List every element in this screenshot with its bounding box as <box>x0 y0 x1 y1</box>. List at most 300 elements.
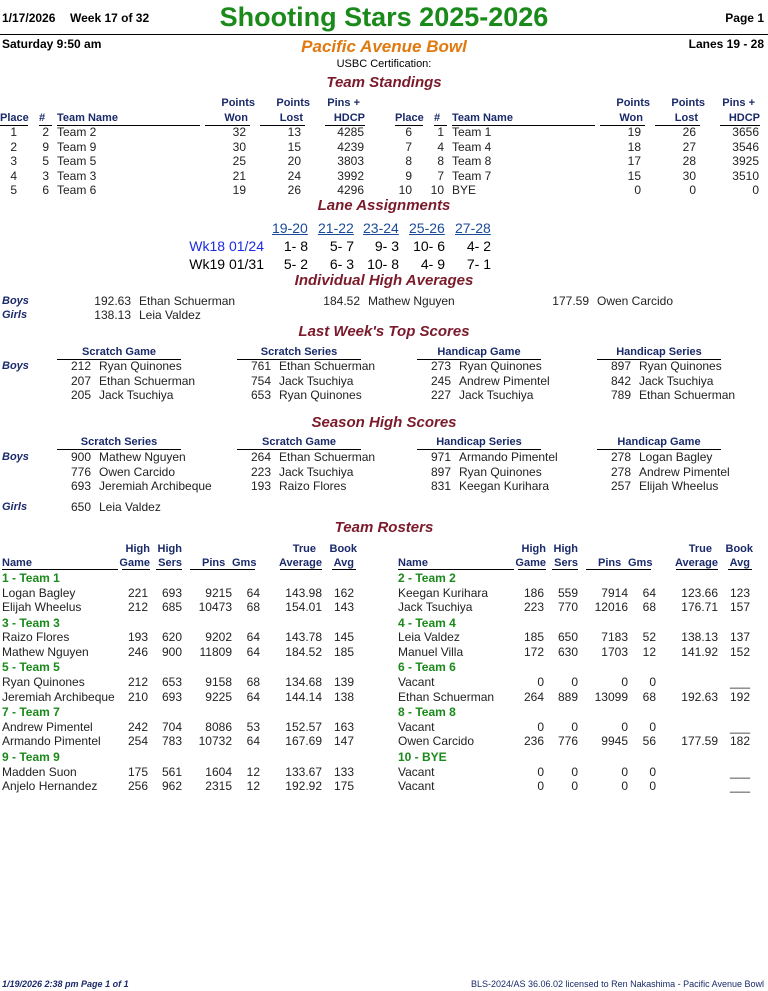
standings-team-name: Team 2 <box>57 125 97 139</box>
roster-header-true-avg: Average <box>278 557 322 569</box>
roster-header-gms: Gms <box>232 557 257 569</box>
roster-games: 12 <box>642 644 656 659</box>
roster-high-series: 0 <box>571 764 578 779</box>
standings-header-lost: Points <box>671 97 705 109</box>
roster-pins: 2315 <box>205 779 232 793</box>
roster-true-average: 143.98 <box>285 585 322 600</box>
roster-high-game: 223 <box>523 600 544 615</box>
page-label: Page 1 <box>725 11 764 25</box>
standings-header-lost: Lost <box>674 112 698 124</box>
roster-games: 12 <box>246 779 260 793</box>
roster-book-average: 152 <box>729 644 750 659</box>
roster-high-game: 210 <box>127 689 148 704</box>
standings-place: 1 <box>10 125 17 139</box>
average-bowler-name: Owen Carcido <box>597 294 674 308</box>
roster-high-game: 0 <box>537 764 544 779</box>
footer-license: BLS-2024/AS 36.06.02 licensed to Ren Nakashima - Pacific Avenue Bowl <box>470 979 764 989</box>
score-value: 257 <box>610 479 631 493</box>
score-bowler-name: Ethan Schuerman <box>639 388 736 402</box>
score-bowler-name: Ethan Schuerman <box>99 373 196 388</box>
roster-bowler-name: Anjelo Hernandez <box>2 779 98 793</box>
standings-points-won: 21 <box>232 168 246 183</box>
standings-team-name: Team 3 <box>57 168 97 183</box>
roster-bowler-name: Madden Suon <box>2 764 77 779</box>
roster-book-average: 192 <box>729 689 750 704</box>
rosters-heading: Team Rosters <box>334 519 434 536</box>
roster-bowler-name: Vacant <box>398 779 435 793</box>
score-value: 227 <box>430 388 451 402</box>
standings-header-lost: Points <box>276 97 310 109</box>
roster-header-high-game: Game <box>119 557 150 569</box>
underline <box>552 569 578 570</box>
roster-true-average: 133.67 <box>285 764 322 779</box>
roster-high-series: 0 <box>571 779 578 793</box>
usbc-certification: USBC Certification: <box>336 58 432 70</box>
standings-points-won: 0 <box>634 183 641 197</box>
lane-assignments-heading: Lane Assignments <box>317 197 451 214</box>
score-bowler-name: Owen Carcido <box>99 464 176 479</box>
roster-high-game: 0 <box>537 675 544 690</box>
roster-high-game: 246 <box>127 644 148 659</box>
lane-pair-header: 27-28 <box>455 220 491 236</box>
roster-bowler-name: Vacant <box>398 719 435 734</box>
roster-team-name: 4 - Team 4 <box>398 615 456 630</box>
underline <box>728 569 752 570</box>
roster-team-name: 9 - Team 9 <box>2 749 60 764</box>
score-bowler-name: Ryan Quinones <box>99 359 182 373</box>
roster-bowler-name: Ethan Schuerman <box>398 689 495 704</box>
score-bowler-name: Ryan Quinones <box>639 359 722 373</box>
roster-games: 64 <box>642 585 656 600</box>
score-bowler-name: Armando Pimentel <box>459 450 558 464</box>
roster-header-book-avg: Book <box>329 543 357 555</box>
roster-book-average: 163 <box>333 719 354 734</box>
roster-high-series: 685 <box>161 600 182 615</box>
standings-points-lost: 0 <box>689 183 696 197</box>
roster-team-name: 2 - Team 2 <box>398 571 456 585</box>
roster-book-average: 138 <box>333 689 354 704</box>
score-value: 761 <box>250 359 271 373</box>
roster-high-series: 776 <box>557 734 578 749</box>
roster-header-high-game: High <box>125 543 150 555</box>
lane-pair-header: 25-26 <box>409 220 445 236</box>
standings-pins-hdcp: 3925 <box>732 154 759 168</box>
roster-bowler-name: Mathew Nguyen <box>2 644 89 659</box>
roster-pins: 7914 <box>601 585 628 600</box>
roster-true-average: 176.71 <box>681 600 718 615</box>
league-title: Shooting Stars 2025-2026 <box>219 2 549 32</box>
roster-book-average: 182 <box>729 734 750 749</box>
standings-place: 10 <box>398 183 412 197</box>
roster-high-series: 889 <box>557 689 578 704</box>
standings-points-lost: 26 <box>287 183 301 197</box>
standings-pins-hdcp: 0 <box>752 183 759 197</box>
standings-header-pins: Pins + <box>722 97 755 109</box>
score-category-title: Scratch Series <box>80 436 158 448</box>
lane-matchup: 1- 8 <box>283 238 308 254</box>
roster-pins: 0 <box>621 779 628 793</box>
roster-true-average: 134.68 <box>285 675 322 690</box>
standings-pins-hdcp: 3656 <box>732 125 759 139</box>
roster-high-game: 256 <box>127 779 148 793</box>
score-value: 693 <box>70 479 91 493</box>
standings-team-name: Team 8 <box>452 154 492 168</box>
average-bowler-name: Leia Valdez <box>139 308 201 322</box>
report-date: 1/17/2026 <box>2 11 56 25</box>
roster-header-true-avg: True <box>292 543 316 555</box>
roster-games: 64 <box>246 734 260 749</box>
lane-matchup: 5- 7 <box>329 238 354 254</box>
last-week-heading: Last Week's Top Scores <box>298 323 470 340</box>
score-category-title: Handicap Game <box>437 346 521 358</box>
roster-games: 53 <box>246 719 260 734</box>
underline <box>190 569 255 570</box>
standings-team-num: 8 <box>437 154 444 168</box>
standings-team-num: 1 <box>437 125 444 139</box>
roster-true-average: 141.92 <box>681 644 718 659</box>
standings-points-lost: 24 <box>287 168 301 183</box>
roster-book-average: 139 <box>333 675 354 690</box>
average-value: 192.63 <box>94 294 131 308</box>
score-bowler-name: Jack Tsuchiya <box>279 464 354 479</box>
roster-bowler-name: Vacant <box>398 764 435 779</box>
underline <box>586 569 651 570</box>
venue-name: Pacific Avenue Bowl <box>301 37 467 56</box>
standings-points-lost: 15 <box>287 139 301 154</box>
score-bowler-name: Elijah Wheelus <box>639 479 719 493</box>
roster-high-series: 693 <box>161 689 182 704</box>
roster-pins: 9158 <box>205 675 232 690</box>
score-value: 754 <box>250 373 271 388</box>
roster-book-average: 123 <box>729 585 750 600</box>
lane-pair-header: 19-20 <box>272 220 308 236</box>
lane-matchup: 10- 8 <box>367 256 399 272</box>
standings-header-num: # <box>434 112 441 124</box>
roster-high-series: 0 <box>571 719 578 734</box>
standings-team-num: 4 <box>437 139 444 154</box>
underline <box>518 569 546 570</box>
roster-high-game: 212 <box>127 675 148 690</box>
roster-high-series: 704 <box>161 719 182 734</box>
roster-true-average: 177.59 <box>681 734 718 749</box>
roster-team-name: 1 - Team 1 <box>2 571 60 585</box>
standings-header-lost: Lost <box>279 112 303 124</box>
standings-place: 7 <box>405 139 412 154</box>
standings-team-name: Team 5 <box>57 154 97 168</box>
roster-bowler-name: Jack Tsuchiya <box>398 600 473 615</box>
score-value: 205 <box>70 388 91 402</box>
score-value: 223 <box>250 464 271 479</box>
footer-printed: 1/19/2026 2:38 pm Page 1 of 1 <box>2 979 129 989</box>
roster-book-average: 147 <box>333 734 354 749</box>
day-time: Saturday 9:50 am <box>2 37 102 51</box>
lane-matchup: 7- 1 <box>466 256 491 272</box>
roster-pins: 0 <box>621 675 628 690</box>
lanes-label: Lanes 19 - 28 <box>688 37 764 51</box>
season-girls-label: Girls <box>2 501 28 513</box>
roster-book-average: 143 <box>333 600 354 615</box>
standings-place: 9 <box>405 168 412 183</box>
standings-points-lost: 26 <box>682 125 696 139</box>
score-value: 207 <box>70 373 91 388</box>
high-averages-heading: Individual High Averages <box>294 272 474 289</box>
underline <box>332 569 356 570</box>
roster-pins: 9225 <box>205 689 232 704</box>
roster-header-high-sers: Sers <box>554 557 578 569</box>
roster-team-name: 6 - Team 6 <box>398 660 456 675</box>
averages-boys-label: Boys <box>2 295 29 307</box>
roster-header-pins: Pins <box>202 557 226 569</box>
roster-team-name: 3 - Team 3 <box>2 615 60 630</box>
score-bowler-name: Ryan Quinones <box>279 388 362 402</box>
score-value: 897 <box>430 464 451 479</box>
roster-book-average: 137 <box>729 630 750 645</box>
roster-high-series: 962 <box>161 779 182 793</box>
score-value: 831 <box>430 479 451 493</box>
standings-pins-hdcp: 4285 <box>337 125 364 139</box>
roster-high-game: 185 <box>523 630 544 645</box>
score-bowler-name: Jack Tsuchiya <box>639 373 714 388</box>
underline <box>676 569 718 570</box>
score-bowler-name: Andrew Pimentel <box>639 464 730 479</box>
roster-high-series: 650 <box>557 630 578 645</box>
roster-header-book-avg: Avg <box>729 557 750 569</box>
roster-book-average: ___ <box>729 675 750 690</box>
roster-true-average: 192.92 <box>285 779 322 793</box>
standings-header-won: Won <box>224 112 248 124</box>
score-bowler-name: Ryan Quinones <box>459 464 542 479</box>
roster-games: 64 <box>246 644 260 659</box>
standings-header-place: Place <box>0 112 29 124</box>
standings-points-lost: 13 <box>287 125 301 139</box>
roster-bowler-name: Armando Pimentel <box>2 734 101 749</box>
standings-team-num: 7 <box>437 168 444 183</box>
roster-true-average: 144.14 <box>285 689 322 704</box>
standings-team-num: 2 <box>42 125 49 139</box>
roster-high-game: 193 <box>127 630 148 645</box>
score-bowler-name: Mathew Nguyen <box>99 450 186 464</box>
standings-points-won: 32 <box>232 125 246 139</box>
standings-header-num: # <box>39 112 46 124</box>
score-category-title: Handicap Game <box>617 436 701 448</box>
roster-team-name: 5 - Team 5 <box>2 660 60 675</box>
roster-header-high-game: Game <box>515 557 546 569</box>
score-category-title: Scratch Series <box>260 346 338 358</box>
standings-pins-hdcp: 4239 <box>337 139 364 154</box>
standings-place: 5 <box>10 183 17 197</box>
roster-games: 68 <box>246 675 260 690</box>
roster-book-average: ___ <box>729 779 750 793</box>
roster-pins: 0 <box>621 764 628 779</box>
lane-matchup: 6- 3 <box>329 256 354 272</box>
standings-place: 2 <box>10 139 17 154</box>
roster-header-high-sers: High <box>553 543 578 555</box>
score-bowler-name: Logan Bagley <box>639 450 713 464</box>
roster-pins: 0 <box>621 719 628 734</box>
roster-book-average: 133 <box>333 764 354 779</box>
standings-place: 6 <box>405 125 412 139</box>
roster-true-average: 167.69 <box>285 734 322 749</box>
standings-header-place: Place <box>395 112 424 124</box>
score-value: 273 <box>430 359 451 373</box>
underline <box>398 569 514 570</box>
roster-high-series: 900 <box>161 644 182 659</box>
standings-header-won: Points <box>221 97 255 109</box>
standings-header-pins: HDCP <box>333 112 365 124</box>
score-value: 971 <box>430 450 451 464</box>
roster-header-high-game: High <box>521 543 546 555</box>
roster-pins: 11809 <box>199 644 232 659</box>
roster-games: 68 <box>642 689 656 704</box>
standings-header-won: Won <box>619 112 643 124</box>
score-value: 212 <box>70 359 91 373</box>
roster-bowler-name: Keegan Kurihara <box>398 585 489 600</box>
underline <box>2 569 118 570</box>
score-value: 650 <box>70 500 91 514</box>
standings-team-name: Team 6 <box>57 183 97 197</box>
roster-bowler-name: Logan Bagley <box>2 585 76 600</box>
roster-header-true-avg: True <box>688 543 712 555</box>
roster-games: 68 <box>246 600 260 615</box>
score-value: 278 <box>610 450 631 464</box>
score-value: 245 <box>430 373 451 388</box>
score-category-title: Handicap Series <box>436 436 522 448</box>
roster-book-average: 157 <box>729 600 750 615</box>
roster-team-name: 8 - Team 8 <box>398 705 456 720</box>
lane-matchup: 5- 2 <box>283 256 308 272</box>
standings-header-won: Points <box>616 97 650 109</box>
roster-high-series: 0 <box>571 675 578 690</box>
roster-pins: 9202 <box>205 630 232 645</box>
lane-matchup: 4- 2 <box>466 238 491 254</box>
roster-high-series: 653 <box>161 675 182 690</box>
roster-high-game: 186 <box>523 585 544 600</box>
roster-games: 0 <box>649 675 656 690</box>
lane-matchup: 10- 6 <box>413 238 445 254</box>
standings-points-won: 25 <box>232 154 246 168</box>
roster-header-book-avg: Avg <box>333 557 354 569</box>
season-boys-label: Boys <box>2 451 29 463</box>
roster-games: 0 <box>649 719 656 734</box>
standings-points-lost: 30 <box>682 168 696 183</box>
roster-high-game: 254 <box>127 734 148 749</box>
roster-games: 0 <box>649 779 656 793</box>
roster-bowler-name: Ryan Quinones <box>2 675 85 690</box>
score-value: 193 <box>250 479 271 493</box>
roster-bowler-name: Elijah Wheelus <box>2 600 82 615</box>
roster-games: 64 <box>246 630 260 645</box>
lane-pair-header: 23-24 <box>363 220 399 236</box>
roster-high-game: 172 <box>523 644 544 659</box>
roster-high-series: 770 <box>557 600 578 615</box>
roster-team-name: 7 - Team 7 <box>2 705 60 720</box>
score-value: 278 <box>610 464 631 479</box>
roster-bowler-name: Vacant <box>398 675 435 690</box>
roster-book-average: 185 <box>333 644 354 659</box>
standings-team-name: BYE <box>452 183 477 197</box>
standings-team-num: 10 <box>430 183 444 197</box>
score-bowler-name: Jeremiah Archibeque <box>99 479 212 493</box>
score-bowler-name: Jack Tsuchiya <box>99 388 174 402</box>
roster-bowler-name: Raizo Flores <box>2 630 70 645</box>
standings-points-won: 30 <box>232 139 246 154</box>
roster-pins: 12016 <box>594 600 628 615</box>
standings-points-lost: 27 <box>682 139 696 154</box>
standings-pins-hdcp: 3992 <box>337 168 364 183</box>
roster-games: 56 <box>642 734 656 749</box>
standings-points-won: 17 <box>627 154 641 168</box>
standings-points-lost: 20 <box>287 154 301 168</box>
score-bowler-name: Leia Valdez <box>99 500 161 514</box>
roster-games: 52 <box>642 630 656 645</box>
last-week-boys-label: Boys <box>2 360 29 372</box>
score-value: 776 <box>70 464 91 479</box>
roster-pins: 8086 <box>205 719 232 734</box>
roster-header-gms: Gms <box>628 557 653 569</box>
score-value: 653 <box>250 388 271 402</box>
average-bowler-name: Ethan Schuerman <box>139 294 236 308</box>
standings-team-name: Team 4 <box>452 139 492 154</box>
roster-high-game: 236 <box>523 734 544 749</box>
roster-true-average: 143.78 <box>285 630 322 645</box>
roster-true-average: 154.01 <box>285 600 322 615</box>
lane-pair-header: 21-22 <box>318 220 354 236</box>
standings-pins-hdcp: 4296 <box>337 183 364 197</box>
roster-games: 68 <box>642 600 656 615</box>
roster-pins: 7183 <box>601 630 628 645</box>
roster-pins: 13099 <box>594 689 628 704</box>
score-bowler-name: Raizo Flores <box>279 479 347 493</box>
standings-place: 8 <box>405 154 412 168</box>
standings-pins-hdcp: 3546 <box>732 139 759 154</box>
underline <box>280 569 322 570</box>
score-bowler-name: Andrew Pimentel <box>459 373 550 388</box>
average-value: 177.59 <box>552 294 589 308</box>
roster-games: 12 <box>246 764 260 779</box>
standings-heading: Team Standings <box>326 74 442 91</box>
roster-bowler-name: Andrew Pimentel <box>2 719 93 734</box>
roster-book-average: ___ <box>729 764 750 779</box>
standings-header-team: Team Name <box>452 112 513 124</box>
roster-header-book-avg: Book <box>725 543 753 555</box>
roster-games: 64 <box>246 689 260 704</box>
roster-games: 0 <box>649 764 656 779</box>
standings-team-name: Team 1 <box>452 125 492 139</box>
header-divider <box>0 34 768 35</box>
score-category-title: Handicap Series <box>616 346 702 358</box>
average-bowler-name: Mathew Nguyen <box>368 294 455 308</box>
roster-true-average: 184.52 <box>285 644 322 659</box>
roster-true-average: 123.66 <box>681 585 718 600</box>
standings-pins-hdcp: 3510 <box>732 168 759 183</box>
roster-high-game: 0 <box>537 779 544 793</box>
standings-points-won: 18 <box>627 139 641 154</box>
roster-header-high-sers: High <box>157 543 182 555</box>
lane-matchup: 9- 3 <box>374 238 399 254</box>
roster-header-pins: Pins <box>598 557 622 569</box>
roster-bowler-name: Jeremiah Archibeque <box>2 689 115 704</box>
roster-header-name: Name <box>398 557 428 569</box>
roster-high-game: 264 <box>523 689 544 704</box>
roster-true-average: 152.57 <box>285 719 322 734</box>
standings-header-team: Team Name <box>57 112 118 124</box>
roster-header-high-sers: Sers <box>158 557 182 569</box>
roster-high-series: 620 <box>161 630 182 645</box>
score-bowler-name: Jack Tsuchiya <box>459 388 534 402</box>
standings-team-num: 3 <box>42 168 49 183</box>
roster-header-name: Name <box>2 557 32 569</box>
roster-pins: 1604 <box>205 764 232 779</box>
